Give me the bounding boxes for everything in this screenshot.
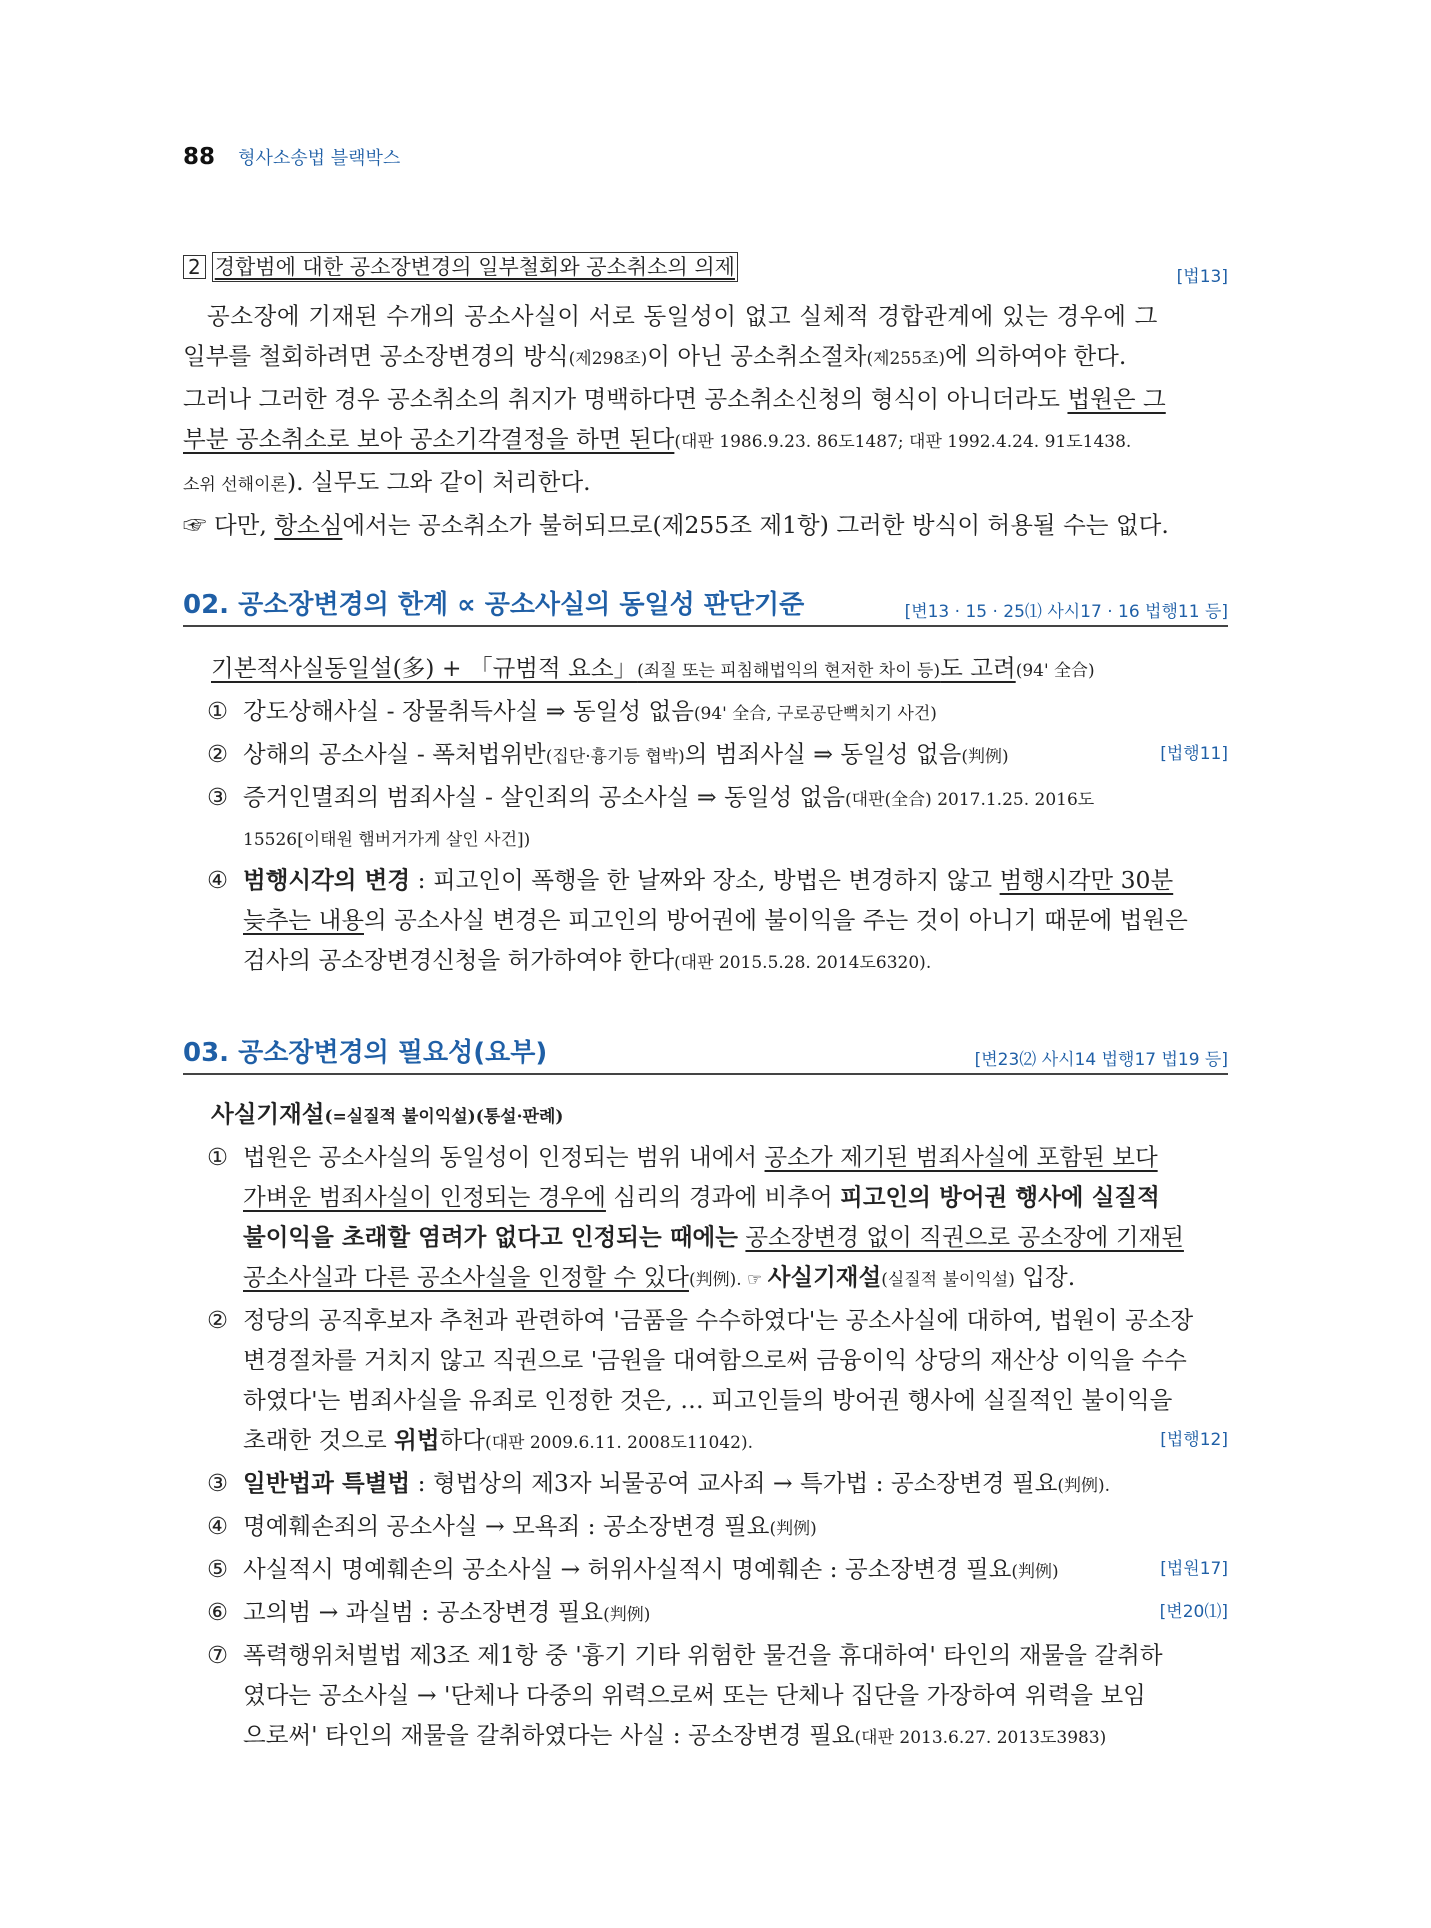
- list-item: ④ 명예훼손죄의 공소사실 → 모욕죄 : 공소장변경 필요(判例): [207, 1512, 817, 1540]
- paragraph-line: 그러나 그러한 경우 공소취소의 취지가 명백하다면 공소취소신청의 형식이 아니더라도 법원은 그: [183, 385, 1166, 413]
- book-title: 형사소송법 블랙박스: [238, 148, 401, 169]
- exam-ref: [법행11]: [1160, 744, 1228, 764]
- section-title: 03. 공소장변경의 필요성(요부): [183, 1038, 548, 1068]
- list-item-cont: 검사의 공소장변경신청을 허가하여야 한다(대판 2015.5.28. 2014도6320).: [243, 946, 932, 974]
- intro-line: 기본적사실동일설(多) + 「규범적 요소」(죄질 또는 피침해법익의 현저한 차이 등)도 고려(94' 全合): [211, 654, 1095, 682]
- list-item-cont: 불이익을 초래할 염려가 없다고 인정되는 때에는 공소장변경 없이 직권으로 공소장에 기재된: [243, 1223, 1184, 1251]
- list-item: ⑦ 폭력행위처벌법 제3조 제1항 중 '흉기 기타 위험한 물건을 휴대하여' 타인의 재물을 갈취하: [207, 1641, 1163, 1669]
- page-number: 88: [183, 144, 216, 170]
- section-03-heading: [183, 1033, 1228, 1075]
- list-item-cont: 으로써' 타인의 재물을 갈취하였다는 사실 : 공소장변경 필요(대판 2013.6.27. 2013도3983): [243, 1721, 1107, 1749]
- section-02-heading: [183, 585, 1228, 627]
- list-item: ③ 일반법과 특별법 : 형법상의 제3자 뇌물공여 교사죄 → 특가법 : 공소장변경 필요(判例).: [207, 1469, 1111, 1497]
- list-item: ⑤ 사실적시 명예훼손의 공소사실 → 허위사실적시 명예훼손 : 공소장변경 필요(判例) [법원17]: [183, 1549, 1228, 1592]
- list-item-cont: 가벼운 범죄사실이 인정되는 경우에 심리의 경과에 비추어 피고인의 방어권 행사에 실질적: [243, 1183, 1160, 1211]
- list-item-cont: 공소사실과 다른 공소사실을 인정할 수 있다(判例). ☞ 사실기재설(실질적 불이익설) 입장.: [243, 1263, 1076, 1291]
- subsection-2: [183, 252, 1228, 545]
- paragraph-line: 공소장에 기재된 수개의 공소사실이 서로 동일성이 없고 실체적 경합관계에 있는 경우에 그: [207, 302, 1158, 330]
- exam-refs: [변23⑵ 사시14 법행17 법19 등]: [974, 1050, 1228, 1070]
- list-item: ① 강도상해사실 - 장물취득사실 ⇒ 동일성 없음(94' 全合, 구로공단뻑치기 사건): [207, 697, 937, 725]
- list-item-cont: 초래한 것으로 위법하다(대판 2009.6.11. 2008도11042). [법행12]: [183, 1420, 1228, 1463]
- subsection-heading: [183, 252, 1228, 296]
- subsection-title: 경합범에 대한 공소장변경의 일부철회와 공소취소의 의제: [212, 252, 738, 282]
- list-item: ② 정당의 공직후보자 추천과 관련하여 '금품을 수수하였다'는 공소사실에 대하여, 법원이 공소장: [207, 1306, 1194, 1334]
- list-item: ⑥ 고의범 → 과실범 : 공소장변경 필요(判例) [변20⑴]: [183, 1592, 1228, 1635]
- list-item-cont: 늦추는 내용의 공소사실 변경은 피고인의 방어권에 불이익을 주는 것이 아니기 때문에 법원은: [243, 906, 1188, 934]
- exam-ref: [변20⑴]: [1159, 1602, 1228, 1622]
- list-item-cont: 변경절차를 거치지 않고 직권으로 '금원을 대여함으로써 금융이익 상당의 재산상 이익을 수수: [243, 1346, 1187, 1374]
- list-item-cont: 15526[이태원 햄버거가게 살인 사건]): [243, 830, 531, 850]
- list-item-cont: 하였다'는 범죄사실을 유죄로 인정한 것은, … 피고인들의 방어권 행사에 실질적인 불이익을: [243, 1386, 1173, 1414]
- paragraph-line: 부분 공소취소로 보아 공소기각결정을 하면 된다(대판 1986.9.23. 86도1487; 대판 1992.4.24. 91도1438.: [183, 425, 1132, 453]
- intro-line: 사실기재설(=실질적 불이익설)(통설·판례): [211, 1100, 564, 1128]
- subsection-number: 2: [183, 255, 206, 279]
- list-item: ② 상해의 공소사실 - 폭처법위반(집단·흉기등 협박)의 범죄사실 ⇒ 동일성 없음(判例) [법행11]: [183, 734, 1228, 777]
- paragraph-line: 일부를 철회하려면 공소장변경의 방식(제298조)이 아닌 공소취소절차(제255조)에 의하여야 한다.: [183, 342, 1127, 370]
- exam-refs: [변13 · 15 · 25⑴ 사시17 · 16 법행11 등]: [904, 602, 1228, 622]
- exam-ref: [법13]: [1176, 267, 1228, 287]
- list-item: ① 법원은 공소사실의 동일성이 인정되는 범위 내에서 공소가 제기된 범죄사실에 포함된 보다: [207, 1143, 1158, 1171]
- section-02-body: [183, 648, 1228, 983]
- list-item-cont: 였다는 공소사실 → '단체나 다중의 위력으로써 또는 단체나 집단을 가장하여 위력을 보임: [243, 1681, 1146, 1709]
- note-line: ☞ 다만, 항소심에서는 공소취소가 불허되므로(제255조 제1항) 그러한 방식이 허용될 수는 없다.: [183, 511, 1169, 539]
- exam-ref: [법행12]: [1160, 1430, 1228, 1450]
- exam-ref: [법원17]: [1160, 1559, 1228, 1579]
- section-03-body: [183, 1094, 1228, 1758]
- section-title: 02. 공소장변경의 한계 ∝ 공소사실의 동일성 판단기준: [183, 590, 805, 620]
- list-item: ④ 범행시각의 변경 : 피고인이 폭행을 한 날짜와 장소, 방법은 변경하지 않고 범행시각만 30분: [207, 866, 1174, 894]
- page-header: [183, 144, 400, 170]
- list-item: ③ 증거인멸죄의 범죄사실 - 살인죄의 공소사실 ⇒ 동일성 없음(대판(全合) 2017.1.25. 2016도: [207, 783, 1095, 811]
- paragraph-line: 소위 선해이론). 실무도 그와 같이 처리한다.: [183, 468, 591, 496]
